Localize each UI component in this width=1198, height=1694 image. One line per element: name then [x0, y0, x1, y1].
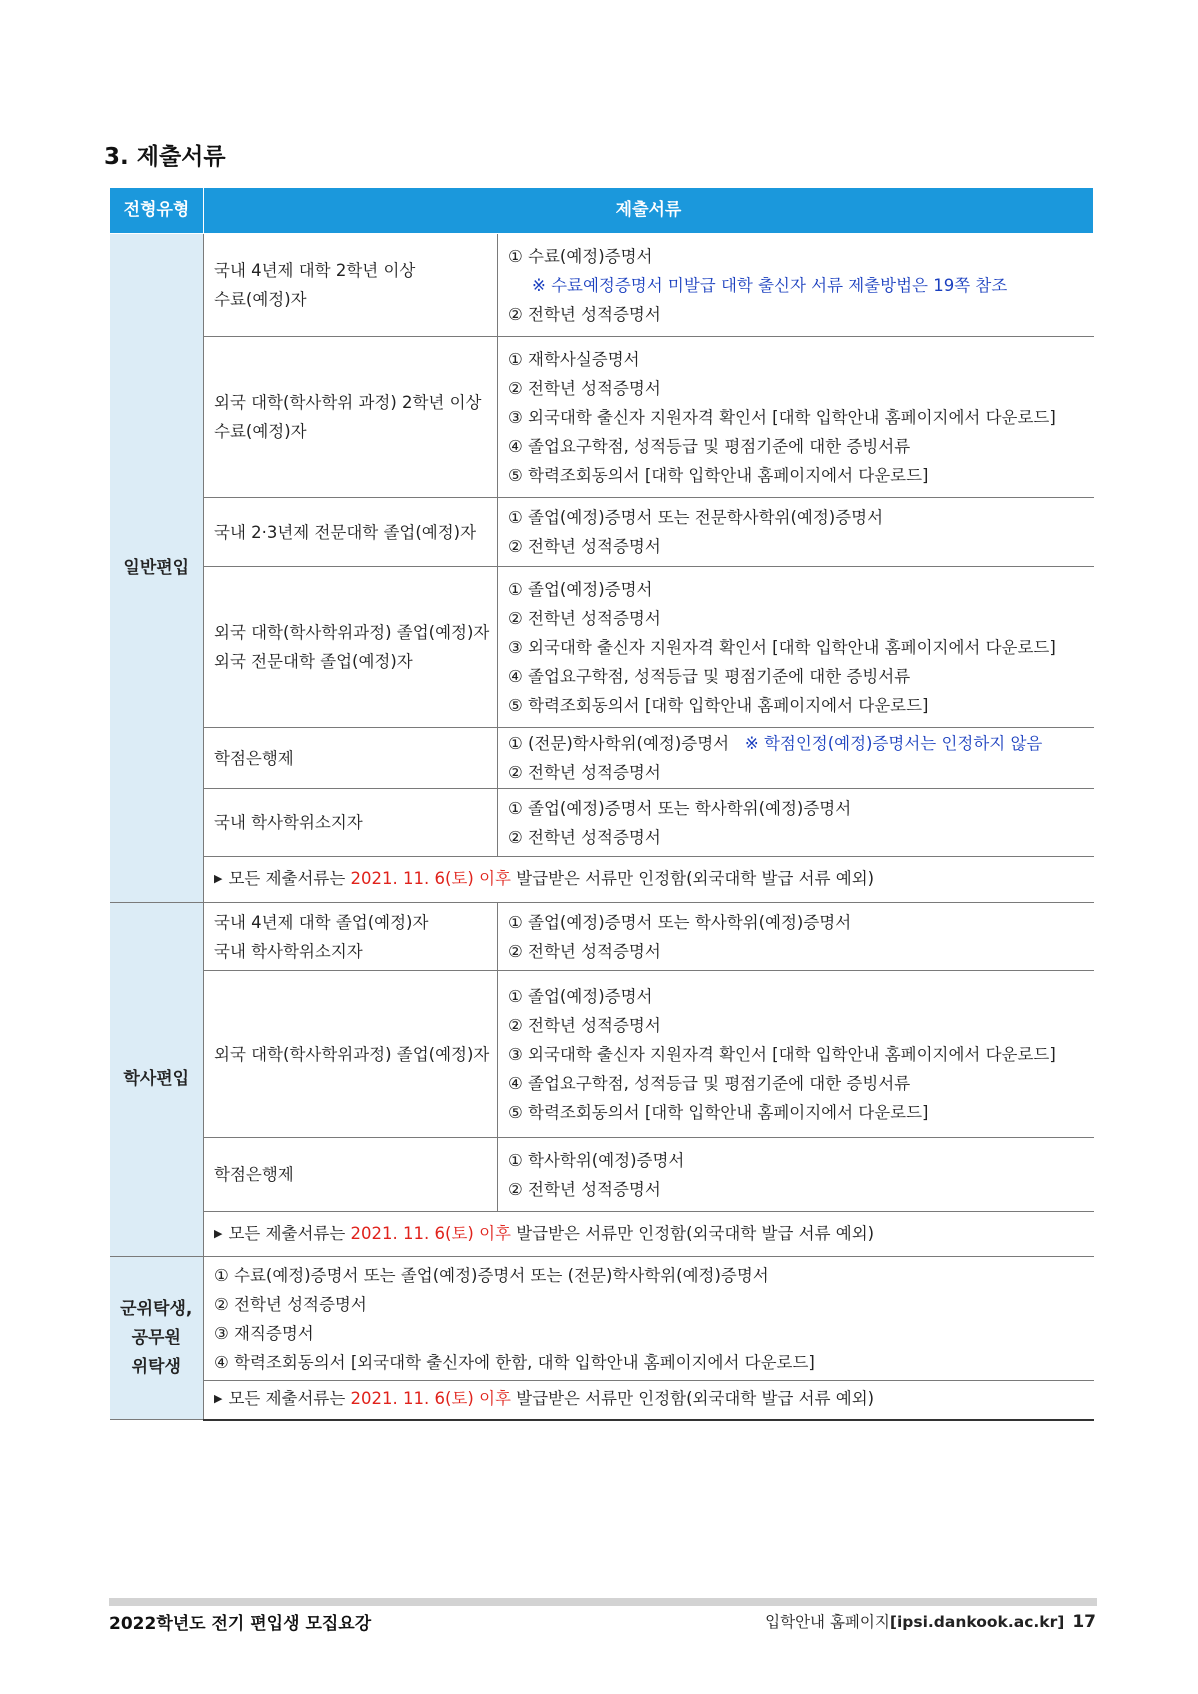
- table-row: [110, 234, 1094, 337]
- docs-cell: ① 수료(예정)증명서 또는 졸업(예정)증명서 또는 (전문)학사학위(예정)증명서 ② 전학년 성적증명서 ③ 재직증명서 ④ 학력조회동의서 [외국대학 출신자에 한함, 대학 입학안내 홈페이지에서 다운로드]: [204, 1257, 1094, 1381]
- docs-cell: ① 졸업(예정)증명서 ② 전학년 성적증명서 ③ 외국대학 출신자 지원자격 확인서 [대학 입학안내 홈페이지에서 다운로드] ④ 졸업요구학점, 성적등급 및 평점기준에 대한 증빙서류 ⑤ 학력조회동의서 [대학 입학안내 홈페이지에서 다운로드]: [498, 971, 1094, 1138]
- table-row: [110, 1138, 1094, 1212]
- type-cell: 외국 대학(학사학위과정) 졸업(예정)자 외국 전문대학 졸업(예정)자: [204, 567, 498, 728]
- table-row: [110, 498, 1094, 567]
- section-title: 3. 제출서류: [104, 144, 226, 170]
- notice-cell: ▶ 모든 제출서류는 2021. 11. 6(토) 이후 발급받은 서류만 인정함(외국대학 발급 서류 예외): [204, 1212, 1094, 1257]
- type-cell: 국내 2·3년제 전문대학 졸업(예정)자: [204, 498, 498, 567]
- type-cell: 외국 대학(학사학위 과정) 2학년 이상 수료(예정)자: [204, 337, 498, 498]
- page-number: 17: [1072, 1612, 1096, 1632]
- notice-date: 2021. 11. 6(토) 이후: [350, 1389, 511, 1409]
- notice-row: [110, 857, 1094, 903]
- table-row: [110, 789, 1094, 857]
- type-cell: 학점은행제: [204, 1138, 498, 1212]
- table-row: [110, 903, 1094, 971]
- category-commissioned: 군위탁생, 공무원 위탁생: [110, 1257, 204, 1420]
- header-documents: 제출서류: [204, 188, 1094, 234]
- type-cell: 학점은행제: [204, 728, 498, 789]
- docs-cell: ① 졸업(예정)증명서 또는 학사학위(예정)증명서 ② 전학년 성적증명서: [498, 903, 1094, 971]
- notice-row: [110, 1212, 1094, 1257]
- arrow-right-icon: ▶: [214, 872, 223, 885]
- notice-cell: ▶ 모든 제출서류는 2021. 11. 6(토) 이후 발급받은 서류만 인정함(외국대학 발급 서류 예외): [204, 857, 1094, 903]
- type-cell: 국내 4년제 대학 졸업(예정)자 국내 학사학위소지자: [204, 903, 498, 971]
- docs-cell: ① 재학사실증명서 ② 전학년 성적증명서 ③ 외국대학 출신자 지원자격 확인서 [대학 입학안내 홈페이지에서 다운로드] ④ 졸업요구학점, 성적등급 및 평점기준에 대한 증빙서류 ⑤ 학력조회동의서 [대학 입학안내 홈페이지에서 다운로드]: [498, 337, 1094, 498]
- notice-cell: ▶ 모든 제출서류는 2021. 11. 6(토) 이후 발급받은 서류만 인정함(외국대학 발급 서류 예외): [204, 1381, 1094, 1420]
- table-row: [110, 728, 1094, 789]
- footer-title: 2022학년도 전기 편입생 모집요강: [109, 1614, 372, 1634]
- notice-date: 2021. 11. 6(토) 이후: [350, 869, 511, 888]
- table-header-row: [110, 188, 1094, 234]
- type-cell: 국내 4년제 대학 2학년 이상 수료(예정)자: [204, 234, 498, 337]
- type-cell: 국내 학사학위소지자: [204, 789, 498, 857]
- docs-cell: ① 학사학위(예정)증명서 ② 전학년 성적증명서: [498, 1138, 1094, 1212]
- docs-cell: ① 수료(예정)증명서 ※ 수료예정증명서 미발급 대학 출신자 서류 제출방법은 19쪽 참조 ② 전학년 성적증명서: [498, 234, 1094, 337]
- footer-homepage: 입학안내 홈페이지[ipsi.dankook.ac.kr] 17: [765, 1612, 1096, 1632]
- note-text: ※ 수료예정증명서 미발급 대학 출신자 서류 제출방법은 19쪽 참조: [532, 275, 1008, 295]
- table-row: [110, 337, 1094, 498]
- category-general: 일반편입: [110, 234, 204, 903]
- documents-table: [109, 187, 1094, 1421]
- notice-date: 2021. 11. 6(토) 이후: [350, 1223, 511, 1243]
- docs-cell: ① (전문)학사학위(예정)증명서 ※ 학점인정(예정)증명서는 인정하지 않음 ② 전학년 성적증명서: [498, 728, 1094, 789]
- arrow-right-icon: ▶: [214, 1392, 223, 1406]
- category-bachelor: 학사편입: [110, 903, 204, 1257]
- note-text: ※ 학점인정(예정)증명서는 인정하지 않음: [744, 734, 1043, 753]
- docs-cell: ① 졸업(예정)증명서 ② 전학년 성적증명서 ③ 외국대학 출신자 지원자격 확인서 [대학 입학안내 홈페이지에서 다운로드] ④ 졸업요구학점, 성적등급 및 평점기준에 대한 증빙서류 ⑤ 학력조회동의서 [대학 입학안내 홈페이지에서 다운로드]: [498, 567, 1094, 728]
- footer-divider: [109, 1598, 1097, 1606]
- table-row: [110, 971, 1094, 1138]
- docs-cell: ① 졸업(예정)증명서 또는 전문학사학위(예정)증명서 ② 전학년 성적증명서: [498, 498, 1094, 567]
- table-row: [110, 1257, 1094, 1381]
- notice-row: [110, 1381, 1094, 1420]
- type-cell: 외국 대학(학사학위과정) 졸업(예정)자: [204, 971, 498, 1138]
- header-admission-type: 전형유형: [110, 188, 204, 234]
- arrow-right-icon: ▶: [214, 1226, 223, 1240]
- docs-cell: ① 졸업(예정)증명서 또는 학사학위(예정)증명서 ② 전학년 성적증명서: [498, 789, 1094, 857]
- table-row: [110, 567, 1094, 728]
- homepage-url: [ipsi.dankook.ac.kr]: [889, 1613, 1065, 1631]
